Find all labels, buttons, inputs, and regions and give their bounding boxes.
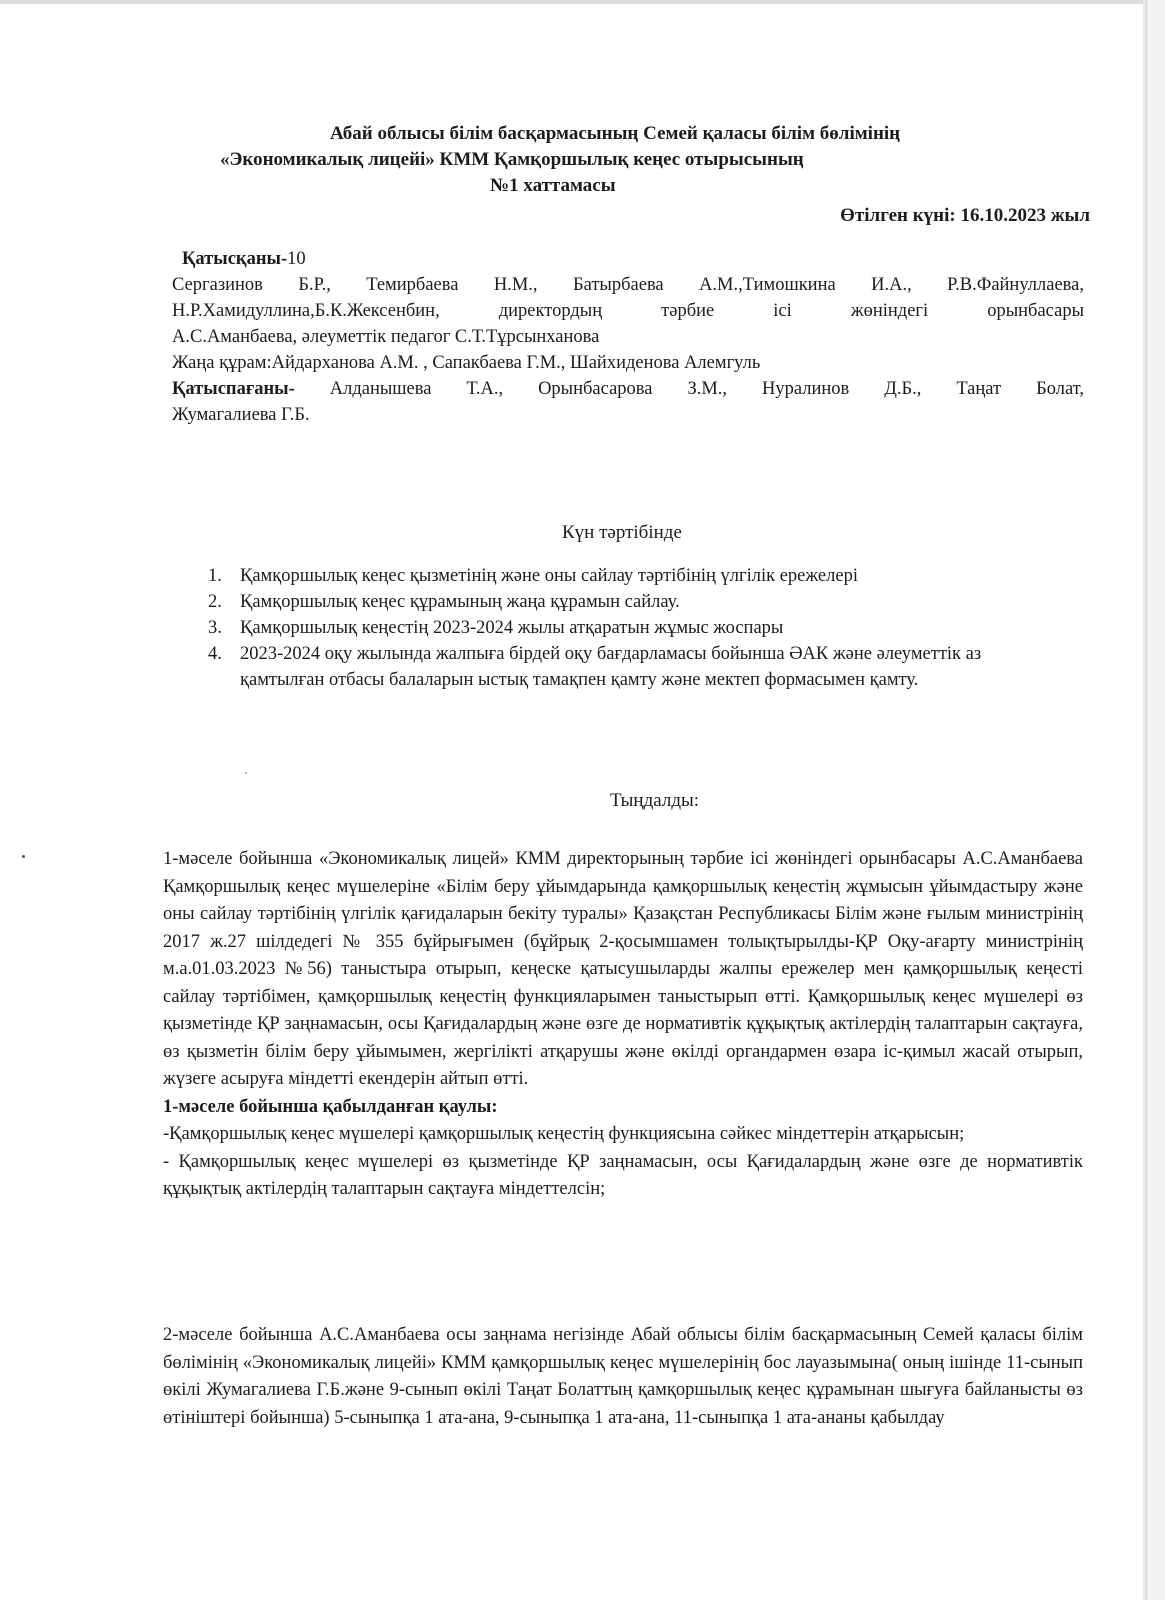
issue-2-section (163, 1322, 1083, 1432)
present-heading (172, 246, 1084, 272)
scan-edge-right (1146, 0, 1165, 1600)
present-line-3: А.С.Аманбаева, әлеуметтік педагог С.Т.Тұрсынханова (172, 327, 600, 347)
agenda-item (208, 615, 1008, 641)
decision-1-item-2: - Қамқоршылық кеңес мүшелері өз қызметінде ҚР заңнамасын, осы Қағидалардың және өзге де нормативтік құқықтық актілердің талаптарын сақтауға міндеттелсін; (163, 1151, 1083, 1199)
agenda-item-text: Қамқоршылық кеңес қызметінің және оны сайлау тәртібінің үлгілік ережелері (240, 566, 858, 586)
agenda-item-text: Қамқоршылық кеңестің 2023-2024 жылы атқаратын жұмыс жоспары (240, 618, 784, 638)
absent-names: Алданышева Т.А., Орынбасарова З.М., Нуралинов Д.Б., Таңат Болат, (294, 379, 1084, 399)
agenda-item (208, 641, 1010, 693)
attendance-section (172, 246, 1084, 428)
agenda-list (208, 563, 1008, 693)
listened-title: Тыңдалды: (610, 790, 700, 811)
decision-1-title (163, 1094, 1083, 1122)
agenda-title: Күн тәртібінде (562, 522, 682, 543)
agenda-item (208, 589, 1008, 615)
decision-1-item-1: -Қамқоршылық кеңес мүшелері қамқоршылық кеңестің функциясына сәйкес міндеттерін атқарысын; (163, 1124, 965, 1144)
agenda-item-number: 1. (208, 566, 222, 586)
present-label: Қатысқаны- (182, 249, 288, 269)
absent-line-2: Жумагалиева Г.Б. (172, 405, 310, 425)
agenda-item-text: Қамқоршылық кеңес құрамының жаңа құрамын сайлау. (240, 592, 680, 612)
scan-edge-top (0, 0, 1165, 4)
scan-speck (245, 772, 247, 774)
header-line-1: Абай облысы білім басқармасының Семей қаласы білім бөлімінің (330, 123, 901, 144)
agenda-item-number: 4. (208, 644, 222, 664)
meeting-date: Өтілген күні: 16.10.2023 жыл (840, 205, 1090, 226)
scan-speck (22, 855, 25, 858)
agenda-item-number: 3. (208, 618, 222, 638)
present-count: 10 (287, 249, 306, 269)
issue-2-paragraph: 2-мәселе бойынша А.С.Аманбаева осы заңнама негізінде Абай облысы білім басқармасының Семей қаласы білім бөлімінің «Экономикалық лицейі» КММ қамқоршылық кеңес мүшелерінің бос лауазымына( оның ішінде 11-сынып өкілі Жумагалиева Г.Б.және 9-сынып өкілі Таңат Болаттың қамқоршылық кеңес құрамынан шығуға байланысты өз өтініштері бойынша) 5-сыныпқа 1 ата-ана, 9-сыныпқа 1 ата-ана, 11-сыныпқа 1 ата-ананы қабылдау (163, 1325, 1083, 1428)
present-line-1: Сергазинов Б.Р., Темирбаева Н.М., Батырбаева А.М.,Тимошкина И.А., Р.В.Файнуллаева, (172, 275, 1084, 295)
issue-1-paragraph: 1-мәселе бойынша «Экономикалық лицей» КММ директорының тәрбие ісі жөніндегі орынбасары А.С.Аманбаева Қамқоршылық кеңес мүшелеріне «Білім беру ұйымдарында қамқоршылық кеңестің жұмысын ұйымдастыру және оны сайлау тәртібінің үлгілік қағидаларын бекіту туралы» Қазақстан Республикасы Білім және ғылым министрінің 2017 ж.27 шілдедегі № 355 бұйрығымен (бұйрық 2-қосымшамен толықтырылды-ҚР Оқу-ағарту министрінің м.а.01.03.2023 №56) таныстыра отырып, кеңеске қатысушыларды жалпы ережелер мен қамқоршылық кеңесті сайлау тәртібімен, қамқоршылық кеңестің функцияларымен таныстырып өтті. Қамқоршылық кеңес мүшелері өз қызметінде ҚР заңнамасын, осы Қағидалардың және өзге де нормативтік құқықтық актілердің талаптарын сақтауға, өз қызметін білім беру ұйымымен, жергілікті атқарушы және өкілді органдармен өзара іс-қимыл жасай отырып, жүзеге асыруға міндетті екендерін айтып өтті. (163, 849, 1083, 1089)
header-line-3: №1 хаттамасы (490, 175, 616, 196)
listened-body (163, 846, 1083, 1204)
agenda-item (208, 563, 1008, 589)
new-members: Жаңа құрам:Айдарханова А.М. , Сапакбаева Г.М., Шайхиденова Алемгуль (172, 353, 761, 373)
absent-line-1 (172, 376, 1084, 402)
decision-1-title-text: 1-мәселе бойынша қабылданған қаулы: (163, 1096, 498, 1117)
header-line-2: «Экономикалық лицейі» КММ Қамқоршылық кеңес отырысының (220, 149, 804, 170)
present-line-2: Н.Р.Хамидуллина,Б.К.Жексенбин, директордың тәрбие ісі жөніндегі орынбасары (172, 301, 1084, 321)
absent-label: Қатыспағаны- (172, 379, 295, 399)
agenda-item-number: 2. (208, 592, 222, 612)
agenda-item-text: 2023-2024 оқу жылында жалпыға бірдей оқу бағдарламасы бойынша ӘАК және әлеуметтік аз қамтылған отбасы балаларын ыстық тамақпен қамту және мектеп формасымен қамту. (240, 644, 982, 690)
